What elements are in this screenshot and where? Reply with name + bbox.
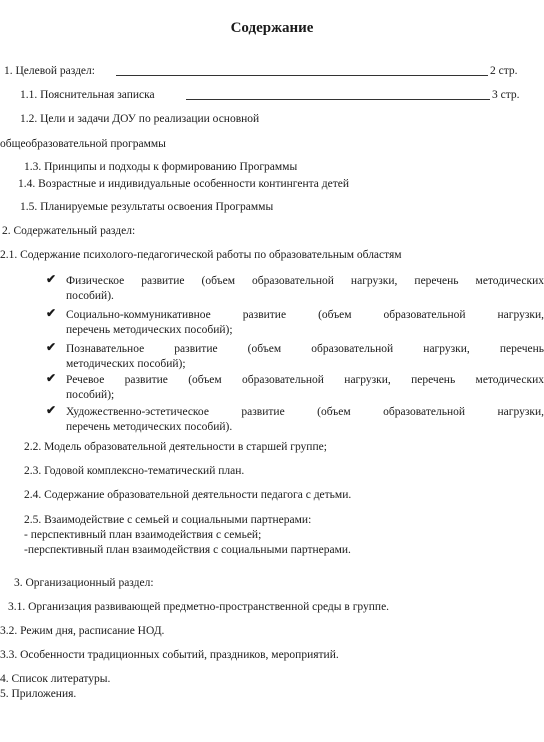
check-icon: ✔: [46, 272, 57, 286]
toc-item-2-5-partners: -перспективный план взаимодействия с социальными партнерами.: [24, 544, 351, 556]
toc-item-1-5: 1.5. Планируемые результаты освоения Программы: [20, 201, 274, 213]
toc-area-speech: Речевое развитие (объем образовательной нагрузки, перечень методических: [66, 374, 544, 386]
toc-item-1-2: 1.2. Цели и задачи ДОУ по реализации основной: [20, 113, 260, 125]
toc-section-5: 5. Приложения.: [0, 688, 77, 700]
toc-item-2-2: 2.2. Модель образовательной деятельности в старшей группе;: [24, 441, 327, 453]
check-icon: ✔: [46, 403, 57, 417]
toc-area-speech-cont: пособий);: [66, 389, 115, 401]
toc-item-2-5: 2.5. Взаимодействие с семьей и социальными партнерами:: [24, 514, 312, 526]
toc-item-2-1: 2.1. Содержание психолого-педагогической работы по образовательным областям: [0, 249, 402, 261]
toc-item-1-2-cont: общеобразовательной программы: [0, 138, 166, 150]
toc-item-1-3: 1.3. Принципы и подходы к формированию Программы: [24, 161, 298, 173]
toc-page-number: 2 стр.: [490, 65, 518, 77]
toc-section-1: 1. Целевой раздел:: [4, 65, 95, 77]
toc-area-physical-cont: пособий).: [66, 290, 114, 302]
toc-area-artistic-cont: перечень методических пособий).: [66, 421, 233, 433]
page-title: Содержание: [230, 20, 314, 36]
toc-item-2-3: 2.3. Годовой комплексно-тематический план.: [24, 465, 245, 477]
toc-area-social-cont: перечень методических пособий);: [66, 324, 233, 336]
toc-leader-line: [186, 99, 490, 100]
toc-section-2: 2. Содержательный раздел:: [2, 225, 136, 237]
check-icon: ✔: [46, 306, 57, 320]
toc-item-3-1: 3.1. Организация развивающей предметно-пространственной среды в группе.: [8, 601, 390, 613]
toc-item-1-1: 1.1. Пояснительная записка: [20, 89, 155, 101]
toc-section-3: 3. Организационный раздел:: [14, 577, 154, 589]
toc-area-physical: Физическое развитие (объем образовательной нагрузки, перечень методических: [66, 275, 544, 287]
toc-area-cognitive: Познавательное развитие (объем образовательной нагрузки, перечень: [66, 343, 544, 355]
toc-item-2-5-family: - перспективный план взаимодействия с семьей;: [24, 529, 262, 541]
toc-page-number: 3 стр.: [492, 89, 520, 101]
toc-item-2-4: 2.4. Содержание образовательной деятельности педагога с детьми.: [24, 489, 352, 501]
toc-item-3-3: 3.3. Особенности традиционных событий, праздников, мероприятий.: [0, 649, 339, 661]
toc-item-1-4: 1.4. Возрастные и индивидуальные особенности контингента детей: [18, 178, 350, 190]
toc-section-4: 4. Список литературы.: [0, 673, 111, 685]
toc-area-cognitive-cont: методических пособий);: [66, 358, 186, 370]
toc-item-3-2: 3.2. Режим дня, расписание НОД.: [0, 625, 165, 637]
toc-area-artistic: Художественно-эстетическое развитие (объем образовательной нагрузки,: [66, 406, 544, 418]
toc-leader-line: [116, 75, 488, 76]
toc-area-social: Социально-коммуникативное развитие (объем образовательной нагрузки,: [66, 309, 544, 321]
check-icon: ✔: [46, 340, 57, 354]
check-icon: ✔: [46, 371, 57, 385]
